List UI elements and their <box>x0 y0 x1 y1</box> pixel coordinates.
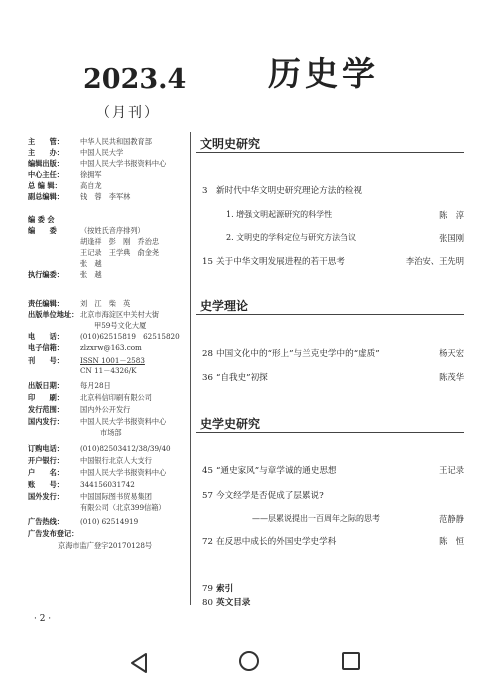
committee-line: 张 越 <box>80 259 102 268</box>
info-row: 广告热线： (010) 62514919 <box>28 517 139 526</box>
toc-item-title: 关于中华文明发展进程的若干思考 <box>216 257 345 267</box>
info-row: 市场部 <box>100 428 122 437</box>
info-row: 出版日期： 每月28日 <box>28 381 111 390</box>
info-row: 订购电话： (010)82503412/38/39/40 <box>28 444 171 453</box>
toc-item-title: “自我史”初探 <box>216 373 268 383</box>
toc-item-author: 杨天宏 <box>439 348 464 358</box>
toc-item[interactable]: 45 “通史家风”与章学诚的通史思想 王记录 <box>202 465 464 476</box>
masthead-row <box>28 191 130 202</box>
column-divider <box>190 132 191 605</box>
info-row: 责任编辑： 刘 江 柴 英 <box>28 299 131 308</box>
committee-line: 胡逢祥 彭 刚 乔治忠 <box>80 237 160 246</box>
masthead-label: 编辑出版： <box>28 159 64 168</box>
toc-item-title: 今文经学是否促成了层累说? <box>216 491 324 501</box>
masthead-label: 中心主任： <box>28 170 64 179</box>
info-row: 出版单位地址： 北京市海淀区中关村大街 <box>28 310 160 319</box>
masthead-value: 中国人民大学 <box>80 148 124 157</box>
masthead-value: 钱 蓉 李军林 <box>80 192 131 201</box>
section-rule <box>196 152 464 153</box>
back-icon[interactable] <box>129 652 149 678</box>
toc-item-author: 李治安、王先明 <box>405 256 464 266</box>
toc-item[interactable]: 3 新时代中华文明史研究理论方法的检视 <box>202 186 363 196</box>
masthead-row <box>28 158 166 169</box>
issue-year: 2023.4 <box>83 64 187 95</box>
committee-line: 王记录 王学典 俞金尧 <box>80 248 160 257</box>
toc-item-title: 新时代中华文明史研究理论方法的检视 <box>216 186 363 196</box>
section-rule <box>196 432 464 433</box>
toc-index-item[interactable]: 79 索引 <box>202 584 234 594</box>
info-row: 有限公司（北京399信箱） <box>80 503 166 512</box>
info-row: 户 名： 中国人民大学书报资料中心 <box>28 468 167 477</box>
committee-row <box>28 236 159 247</box>
masthead-label: 副总编辑： <box>28 192 64 201</box>
section-title: 文明史研究 <box>200 137 261 151</box>
info-row: 京海市监广登字20170128号 <box>58 541 153 550</box>
toc-subitem-title: 2. 文明史的学科定位与研究方法刍议 <box>226 233 357 242</box>
executive-row <box>28 269 102 280</box>
masthead-row <box>28 169 102 180</box>
page-number: · 2 · <box>34 614 52 624</box>
toc-item-author: 陈 恒 <box>439 536 464 546</box>
section-title: 史学史研究 <box>200 417 261 431</box>
toc-item-author: 张国刚 <box>439 233 464 243</box>
info-row: 国外发行： 中国国际图书贸易集团 <box>28 492 152 501</box>
executive-value: 张 越 <box>80 270 102 279</box>
info-row: 印 刷： 北京科信印刷有限公司 <box>28 393 152 402</box>
masthead-row <box>28 147 123 158</box>
committee-header: 编 委 会 <box>28 215 55 224</box>
toc-item[interactable]: 36 “自我史”初探 陈茂华 <box>202 372 464 383</box>
info-row: 甲59号文化大厦 <box>94 321 147 330</box>
toc-subitem-title: ——层累说提出一百周年之际的思考 <box>252 514 380 523</box>
masthead-value: 中国人民大学书报资料中心 <box>80 159 167 168</box>
info-row: 国内发行： 中国人民大学书报资料中心 <box>28 417 167 426</box>
toc-item[interactable]: 72 在反思中成长的外国史学史学科 陈 恒 <box>202 536 464 547</box>
toc-item-author: 王记录 <box>439 465 464 475</box>
masthead-label: 主 管： <box>28 137 64 146</box>
info-row: 开户银行： 中国银行北京人大支行 <box>28 456 152 465</box>
toc-subitem[interactable] <box>226 232 464 243</box>
committee-row <box>28 247 159 258</box>
committee-line: （按姓氏音序排列） <box>80 226 145 235</box>
masthead-value: 高自龙 <box>80 181 102 190</box>
toc-item[interactable]: 28 中国文化中的“形上”与兰克史学中的“虚质” 杨天宏 <box>202 348 464 359</box>
toc-item-author: 范静静 <box>439 514 464 524</box>
toc-subitem-title: 1. 增强文明起源研究的科学性 <box>226 210 333 219</box>
toc-item[interactable]: 15 关于中华文明发展进程的若干思考 李治安、王先明 <box>202 256 464 267</box>
recent-apps-icon[interactable] <box>342 652 360 670</box>
toc-item-author: 陈茂华 <box>439 372 464 382</box>
journal-title: 历史学 <box>268 54 379 93</box>
info-row: 刊 号： ISSN 1001－2583 <box>28 356 145 365</box>
toc-subitem[interactable] <box>226 209 464 220</box>
info-row: 发行范围： 国内外公开发行 <box>28 405 131 414</box>
masthead-row <box>28 136 152 147</box>
toc-item-title: 中国文化中的“形上”与兰克史学中的“虚质” <box>216 349 380 359</box>
info-row: 账 号： 344156031742 <box>28 480 135 489</box>
home-icon[interactable] <box>239 651 259 671</box>
toc-item-title: “通史家风”与章学诚的通史思想 <box>216 466 337 476</box>
section-title: 史学理论 <box>200 299 249 313</box>
issue-frequency: （月刊） <box>96 105 160 121</box>
toc-index-item[interactable]: 80 英文目录 <box>202 598 251 608</box>
toc-item-title: 在反思中成长的外国史学史学科 <box>216 537 337 547</box>
executive-label: 执行编委： <box>28 270 64 279</box>
masthead-label: 总 编 辑： <box>28 181 62 190</box>
committee-row <box>28 258 102 269</box>
toc-subitem[interactable] <box>252 513 464 524</box>
info-row: CN 11－4326/K <box>80 366 137 375</box>
info-row: 广告发布登记： <box>28 529 79 538</box>
masthead-value: 中华人民共和国教育部 <box>80 137 152 146</box>
toc-item[interactable]: 57 今文经学是否促成了层累说? <box>202 491 324 501</box>
committee-row <box>28 225 145 236</box>
toc-item-author: 陈 淳 <box>439 210 464 220</box>
masthead-value: 徐拥军 <box>80 170 102 179</box>
masthead-row <box>28 180 102 191</box>
masthead-label: 主 办： <box>28 148 64 157</box>
committee-label: 编 委 <box>28 226 57 235</box>
info-row: 电子信箱： zlzxrw@163.com <box>28 343 142 352</box>
info-row: 电 话： (010)62515819 62515820 <box>28 332 180 341</box>
section-rule <box>196 314 464 315</box>
